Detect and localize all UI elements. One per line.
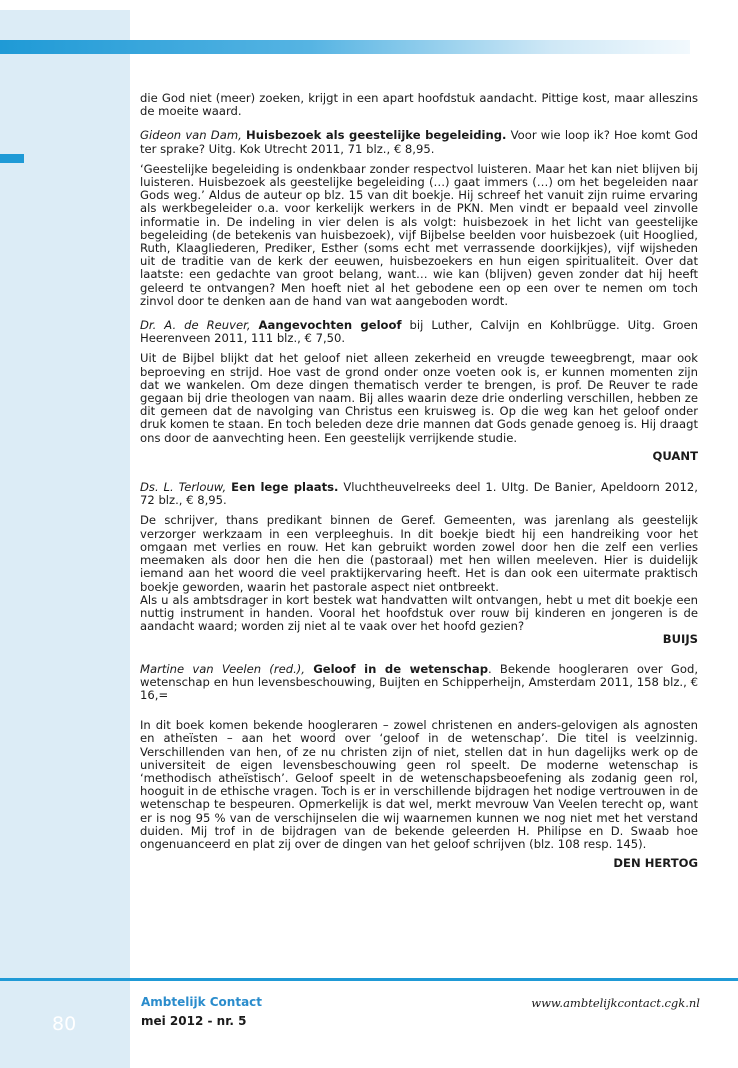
review-body: ‘Geestelijke begeleiding is ondenkbaar zonder respectvol luisteren. Maar het kan niet blijven bij luisteren. Huisbezoek als geestelijke begeleiding (…) gaat immers (…) om het begeleiden naar Gods weg.’ Aldus de auteur op blz. 15 van dit boekje. Hij schreef het vanuit zijn ruime ervaring als werkbegeleider o.a. voor kerkelijk werkers in de PKN. Men vindt er bepaald veel zinvolle informatie in. De indeling in vier delen is als volgt: huisbezoek in het licht van geestelijke begeleiding (de betekenis van huisbezoek), vijf Bijbelse beelden voor huisbezoek (uit Hooglied, Ruth, Klaagliederen, Prediker, Esther (soms echt met verrassende doorkijkjes), vijf wijsheden uit de traditie van de kerk der eeuwen, huisbezoekers en hun eigen spiritualiteit. Over dat laatste: een gedachte van groot belang, want… wie kan (blijven) geven zonder dat hij heeft geleerd te ontvangen? Men hoeft niet al het gebodene een op een over te nemen om toch zinvol door te denken aan de hand van wat aangeboden wordt. (140, 161, 698, 308)
review-body-continued: Als u als ambtsdrager in kort bestek wat handvatten wilt ontvangen, hebt u met dit boekje een nuttig instrument in handen. Vooral het hoofdstuk over rouw bij kinderen en jongeren is de aandacht waard; worden zij niet al te vaak over het hoofd gezien? (140, 592, 698, 634)
reviewer-signature: BUIJS (662, 632, 698, 647)
reviewer-signature: QUANT (652, 448, 698, 463)
review-heading (140, 481, 698, 507)
website-url[interactable]: www.ambtelijkcontact.cgk.nl (531, 996, 700, 1010)
review-book-details: . Bekende hoogleraren over God, wetenschap en hun levensbeschouwing, Buijten en Schipperheijn, Amsterdam 2011, 158 blz., € 16,= (140, 661, 699, 702)
header-accent-bar (0, 40, 690, 54)
review-heading (140, 129, 698, 155)
review-heading (140, 663, 698, 703)
footer-rule (0, 978, 738, 981)
page-sidebar (0, 10, 130, 1068)
review-book-details: Voor wie loop ik? Hoe komt God ter sprake? Uitg. Kok Utrecht 2011, 71 blz., € 8,95. (140, 128, 699, 156)
review-book-details: Vluchtheuvelreeks deel 1. UItg. De Banier, Apeldoorn 2012, 72 blz., € 8,95. (140, 480, 698, 508)
page-number: 80 (52, 1013, 77, 1035)
issue-label: mei 2012 - nr. 5 (141, 1014, 247, 1028)
review-body: In dit boek komen bekende hoogleraren – zowel christenen en anders-gelovigen als agnosten en atheïsten – aan het woord over ‘geloof in de wetenschap’. Die titel is veelzinnig. Verschillenden van hen, of ze nu christen zijn of niet, stellen dat in hun dagelijks werk op de universiteit de eigen levensbeschouwing geen rol speelt. De moderne wetenschap is ‘methodisch atheïstisch’. Geloof speelt in de wetenschapsbeoefening als zodanig geen rol, hooguit in de ethische vragen. Toch is er in verschillende bijdragen het nodige vertrouwen in de wetenschap te bespeuren. Opmerkelijk is dat wel, merkt mevrouw Van Veelen terecht op, want er is nog 95 % van de verschijnselen die wij waarnemen kunnen we nog niet met het verstand duiden. Mij trof in de bijdragen van de bekende geleerden H. Philipse en D. Swaab hoe ongenuanceerd en plat zij over de dingen van het geloof schrijven (blz. 108 resp. 145). (140, 718, 698, 851)
review-body: De schrijver, thans predikant binnen de Geref. Gemeenten, was jarenlang als geestelijk verzorger werkzaam in een verpleeghuis. In dit boekje biedt hij een handreiking voor het omgaan met verlies en rouw. Het kan gebruikt worden zowel door hen die zelf een verlies meemaken als door hen die hen die (pastoraal) met hen willen meeleven. Hier is duidelijk iemand aan het woord die veel praktijkervaring heeft. Het is dan ook een uitermate praktisch boekje geworden, waarin het pastorale aspect niet ontbreekt. (140, 513, 698, 594)
review-column (140, 92, 698, 881)
review-author: Dr. A. de Reuver, (140, 318, 251, 333)
magazine-name: Ambtelijk Contact (141, 995, 263, 1009)
review-book-title: Aangevochten geloof (258, 318, 402, 333)
review-author: Martine van Veelen (red.), (140, 661, 305, 676)
intro-continuation: die God niet (meer) zoeken, krijgt in een apart hoofdstuk aandacht. Pittige kost, maar alleszins de moeite waard. (140, 91, 698, 119)
review-book-title: Geloof in de wetenschap (313, 661, 489, 676)
review-book-title: Een lege plaats. (231, 480, 339, 495)
margin-marker (0, 154, 24, 163)
reviewer-signature: DEN HERTOG (613, 856, 698, 871)
review-book-details: bij Luther, Calvijn en Kohlbrügge. Uitg. Groen Heerenveen 2011, 111 blz., € 7,50. (140, 318, 698, 346)
review-author: Gideon van Dam, (140, 128, 242, 143)
review-book-title: Huisbezoek als geestelijke begeleiding. (246, 128, 507, 143)
review-heading (140, 319, 698, 345)
review-author: Ds. L. Terlouw, (140, 480, 227, 495)
review-body: Uit de Bijbel blijkt dat het geloof niet alleen zekerheid en vreugde teweegbrengt, maar ook beproeving en strijd. Hoe vast de grond onder onze voeten ook is, er kunnen momenten zijn dat we wankelen. Om deze dingen thematisch verder te brengen, is prof. De Reuver te rade gegaan bij drie theologen van naam. Bij alles waarin deze drie onderling verschillen, hebben ze dit gemeen dat de navolging van Christus een kruisweg is. Op die weg kan het geloof onder druk komen te staan. En toch beleden deze drie mannen dat Gods genade genoeg is. Hij draagt ons door de aanvechting heen. Een geestelijk verrijkende studie. (140, 351, 699, 445)
